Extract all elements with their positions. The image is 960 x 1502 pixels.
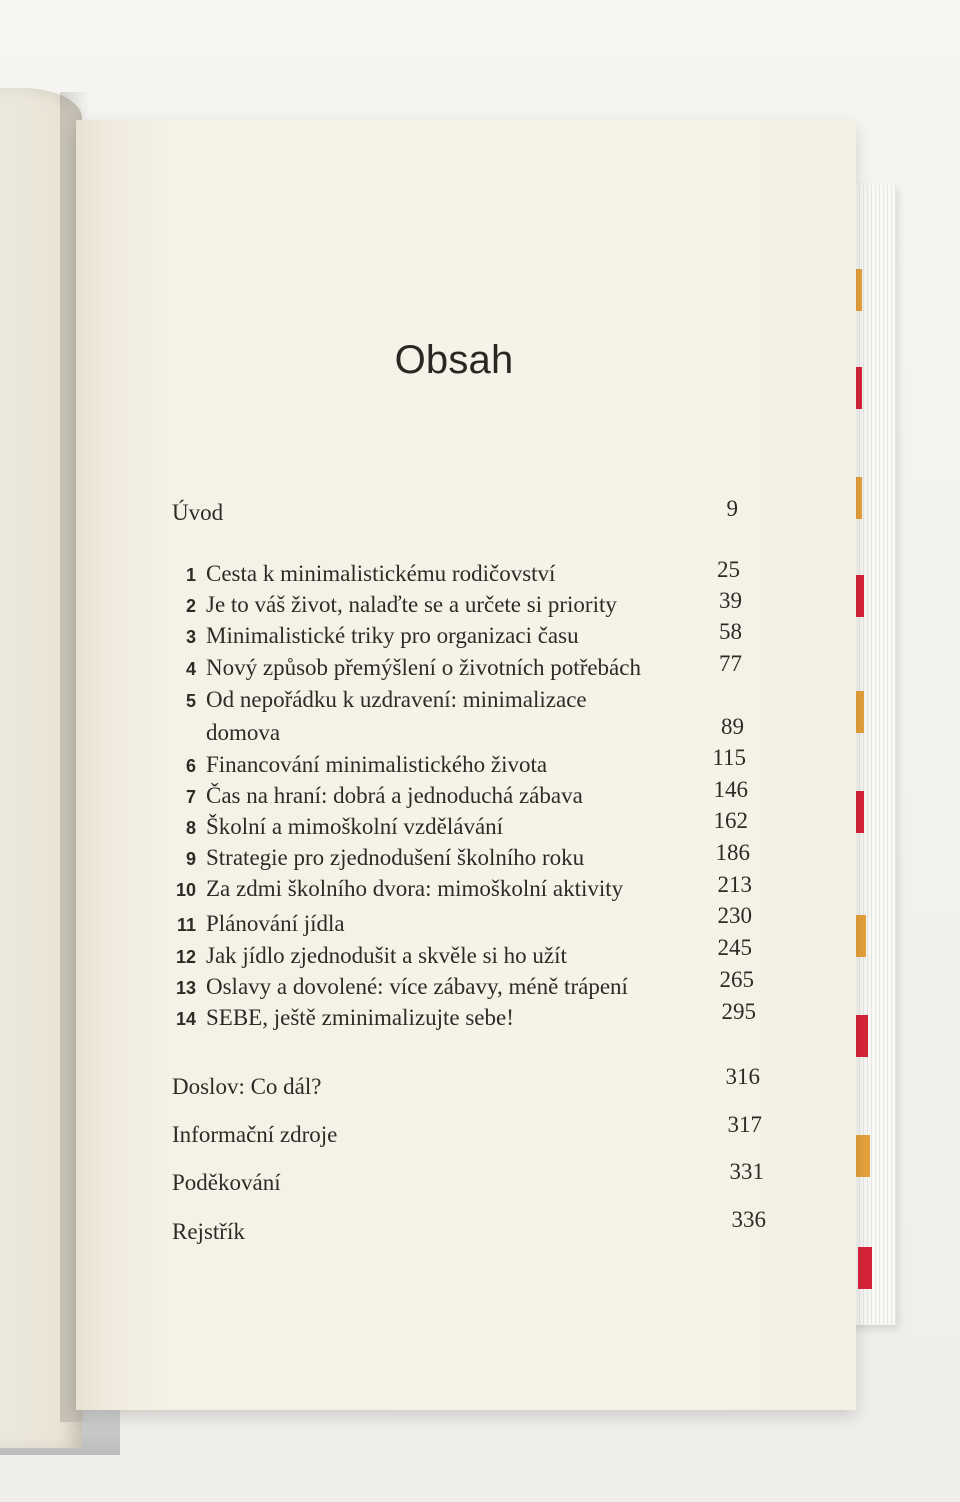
chapter-number: 7: [185, 787, 196, 807]
toc-page-number: 230: [717, 903, 752, 928]
toc-page-number: 115: [712, 745, 746, 770]
toc-chapter-6: [185, 752, 548, 778]
toc-page-number: 58: [719, 619, 742, 644]
toc-page-number: 331: [729, 1159, 764, 1184]
toc-chapter-9: [185, 845, 585, 871]
toc-chapter-2: [185, 592, 617, 618]
toc-page-number: 9: [726, 496, 738, 521]
toc-page-number: 39: [719, 588, 742, 613]
toc-page-number: 162: [713, 808, 748, 833]
toc-page-number: 265: [719, 967, 754, 992]
toc-page-number: 213: [717, 872, 752, 897]
toc-entry-intro: Úvod: [172, 500, 224, 525]
chapter-number: 3: [185, 627, 196, 647]
chapter-title: Oslavy a dovolené: více zábavy, méně trápení: [206, 974, 628, 999]
chapter-number: 13: [175, 978, 196, 998]
toc-page-number: 77: [719, 651, 742, 676]
toc-chapter-14: [175, 1005, 514, 1031]
chapter-title: Nový způsob přemýšlení o životních potřebách: [206, 655, 641, 680]
chapter-number: 11: [176, 915, 196, 935]
chapter-title: Minimalistické triky pro organizaci času: [206, 623, 579, 648]
toc-chapter-7: [185, 783, 583, 809]
chapter-title: Jak jídlo zjednodušit a skvěle si ho užít: [206, 943, 567, 968]
toc-chapter-8: [185, 814, 504, 840]
toc-entry-resources: Informační zdroje: [172, 1122, 338, 1147]
chapter-title: Za zdmi školního dvora: mimoškolní aktivity: [206, 876, 624, 901]
chapter-number: 4: [185, 659, 196, 679]
chapter-number: 9: [185, 849, 196, 869]
chapter-number: 12: [175, 947, 196, 967]
toc-page-number: 295: [721, 999, 756, 1024]
toc-entry-index: Rejstřík: [172, 1219, 245, 1244]
toc-chapter-5: [185, 687, 587, 713]
chapter-number: 10: [175, 880, 196, 900]
chapter-title: Čas na hraní: dobrá a jednoduchá zábava: [206, 783, 583, 808]
chapter-title: Strategie pro zjednodušení školního roku: [206, 845, 585, 870]
toc-page-number: 146: [713, 777, 748, 802]
page-title: Obsah: [394, 338, 514, 382]
chapter-title: Cesta k minimalistickému rodičovství: [206, 561, 556, 586]
toc-chapter-5-continued: domova: [206, 720, 281, 745]
toc-chapter-4: [185, 655, 641, 681]
chapter-title: SEBE, ještě zminimalizujte sebe!: [206, 1005, 514, 1030]
chapter-title: Od nepořádku k uzdravení: minimalizace: [206, 687, 587, 712]
toc-page-number: 317: [727, 1112, 762, 1137]
chapter-number: 6: [185, 756, 196, 776]
chapter-number: 8: [185, 818, 196, 838]
toc-page-number: 186: [715, 840, 750, 865]
toc-page-number: 245: [717, 935, 752, 960]
toc-chapter-3: [185, 623, 579, 649]
chapter-number: 1: [185, 565, 196, 585]
toc-page-number: 336: [731, 1207, 766, 1232]
toc-page-number: 89: [721, 714, 744, 739]
chapter-number: 14: [175, 1009, 196, 1029]
toc-entry-afterword: Doslov: Co dál?: [172, 1074, 322, 1099]
toc-chapter-11: [176, 911, 345, 937]
chapter-title: Financování minimalistického života: [206, 752, 548, 777]
chapter-title: Plánování jídla: [206, 911, 345, 936]
toc-page-number: 25: [717, 557, 740, 582]
chapter-title: Je to váš život, nalaďte se a určete si priority: [206, 592, 617, 617]
chapter-number: 5: [185, 691, 196, 711]
chapter-title: Školní a mimoškolní vzdělávání: [206, 814, 504, 839]
toc-entry-acknowledgements: Poděkování: [172, 1170, 281, 1195]
toc-chapter-13: [175, 974, 628, 1000]
toc-chapter-10: [175, 876, 624, 902]
chapter-number: 2: [185, 596, 196, 616]
toc-page-number: 316: [725, 1064, 760, 1089]
toc-chapter-12: [175, 943, 567, 969]
toc-chapter-1: [185, 561, 556, 587]
